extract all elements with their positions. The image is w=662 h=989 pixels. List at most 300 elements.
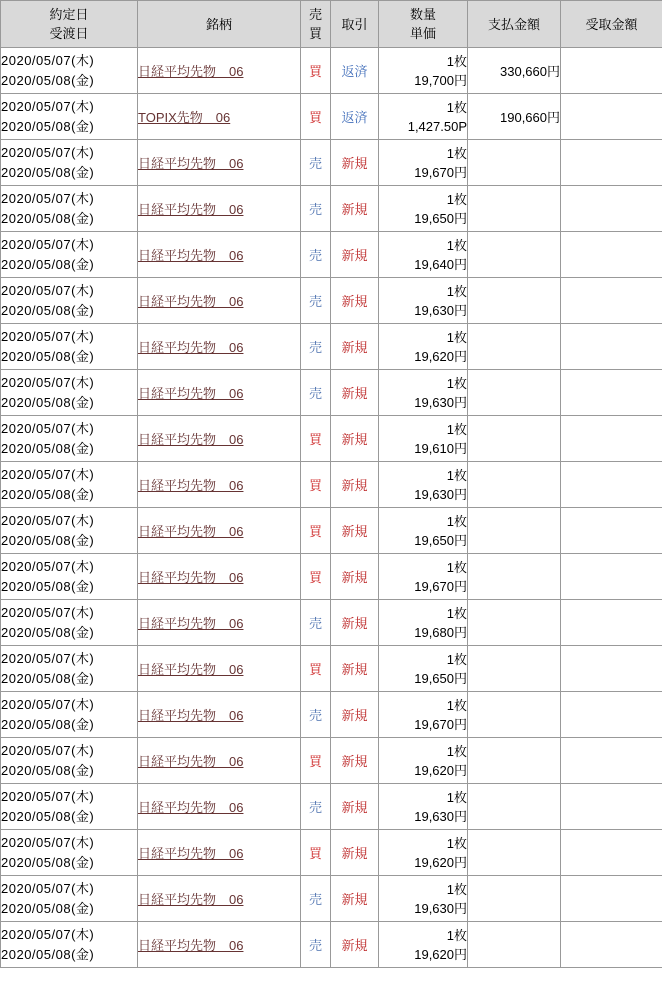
trade-type-cell <box>331 416 379 462</box>
unit-price: 19,630円 <box>414 486 467 502</box>
trade-date: 2020/05/07(木) <box>1 466 95 482</box>
quantity-price-cell <box>379 738 468 784</box>
side-cell <box>301 278 331 324</box>
unit-price: 19,630円 <box>414 302 467 318</box>
trade-date: 2020/05/07(木) <box>1 282 95 298</box>
trade-type-cell <box>331 140 379 186</box>
trade-type-cell <box>331 876 379 922</box>
side-label: 売 <box>308 340 322 355</box>
settlement-date: 2020/05/08(金) <box>1 164 95 180</box>
instrument-link[interactable]: 日経平均先物 06 <box>138 800 244 815</box>
side-cell <box>301 324 331 370</box>
col-header-trade-date: 約定日 <box>49 7 89 22</box>
col-header-trade-type: 取引 <box>331 1 379 48</box>
instrument-cell <box>138 922 301 968</box>
payment-amount-cell <box>468 600 561 646</box>
quantity-price-cell <box>379 48 468 94</box>
payment-amount-cell <box>468 830 561 876</box>
instrument-link[interactable]: 日経平均先物 06 <box>138 892 244 907</box>
quantity-price-cell <box>379 508 468 554</box>
trade-date: 2020/05/07(木) <box>1 558 95 574</box>
instrument-link[interactable]: 日経平均先物 06 <box>138 432 244 447</box>
trade-date-cell <box>1 48 138 94</box>
side-cell <box>301 738 331 784</box>
receive-amount-cell <box>561 646 662 692</box>
instrument-link[interactable]: 日経平均先物 06 <box>138 386 244 401</box>
table-row <box>1 922 662 968</box>
unit-price: 1,427.50P <box>407 118 467 134</box>
trade-date: 2020/05/07(木) <box>1 834 95 850</box>
trade-date-cell <box>1 94 138 140</box>
settlement-date: 2020/05/08(金) <box>1 624 95 640</box>
settlement-date: 2020/05/08(金) <box>1 670 95 686</box>
side-cell <box>301 876 331 922</box>
trade-type-cell <box>331 600 379 646</box>
quantity-price-cell <box>379 186 468 232</box>
instrument-link[interactable]: 日経平均先物 06 <box>138 708 244 723</box>
table-row <box>1 738 662 784</box>
trade-type-label: 新規 <box>341 294 368 309</box>
receive-amount-cell <box>561 140 662 186</box>
table-row <box>1 830 662 876</box>
quantity: 1枚 <box>446 881 467 897</box>
trade-date-cell <box>1 462 138 508</box>
table-row <box>1 462 662 508</box>
payment-amount-cell <box>468 232 561 278</box>
receive-amount-cell <box>561 784 662 830</box>
instrument-cell <box>138 462 301 508</box>
quantity: 1枚 <box>446 421 467 437</box>
side-cell <box>301 416 331 462</box>
trade-type-label: 新規 <box>341 938 368 953</box>
trade-type-cell <box>331 94 379 140</box>
trade-type-label: 新規 <box>341 892 368 907</box>
trade-date: 2020/05/07(木) <box>1 880 95 896</box>
trade-type-cell <box>331 48 379 94</box>
receive-amount-cell <box>561 186 662 232</box>
trade-date-cell <box>1 922 138 968</box>
instrument-link[interactable]: 日経平均先物 06 <box>138 570 244 585</box>
trade-type-label: 新規 <box>341 478 368 493</box>
trade-type-cell <box>331 738 379 784</box>
receive-amount-cell <box>561 232 662 278</box>
unit-price: 19,670円 <box>414 578 467 594</box>
side-label: 売 <box>308 800 322 815</box>
trade-date-cell <box>1 508 138 554</box>
quantity-price-cell <box>379 416 468 462</box>
settlement-date: 2020/05/08(金) <box>1 762 95 778</box>
side-cell <box>301 922 331 968</box>
instrument-cell <box>138 324 301 370</box>
payment-amount-cell <box>468 416 561 462</box>
col-header-dates <box>1 1 138 48</box>
settlement-date: 2020/05/08(金) <box>1 486 95 502</box>
receive-amount-cell <box>561 692 662 738</box>
quantity: 1枚 <box>446 513 467 529</box>
side-label: 売 <box>308 386 322 401</box>
side-label: 売 <box>308 248 322 263</box>
table-row <box>1 278 662 324</box>
receive-amount-cell <box>561 922 662 968</box>
trade-type-cell <box>331 278 379 324</box>
col-header-settle-date: 受渡日 <box>49 26 89 41</box>
trade-type-label: 新規 <box>341 340 368 355</box>
receive-amount-cell <box>561 94 662 140</box>
trade-date: 2020/05/07(木) <box>1 236 95 252</box>
quantity-price-cell <box>379 784 468 830</box>
quantity: 1枚 <box>446 375 467 391</box>
quantity: 1枚 <box>446 697 467 713</box>
quantity: 1枚 <box>446 283 467 299</box>
side-label: 買 <box>308 478 322 493</box>
trade-type-cell <box>331 324 379 370</box>
quantity: 1枚 <box>446 651 467 667</box>
payment-amount-cell <box>468 922 561 968</box>
payment-amount-cell <box>468 738 561 784</box>
trade-date: 2020/05/07(木) <box>1 144 95 160</box>
trade-type-cell <box>331 922 379 968</box>
trade-date: 2020/05/07(木) <box>1 52 95 68</box>
instrument-cell <box>138 278 301 324</box>
trade-date: 2020/05/07(木) <box>1 926 95 942</box>
trade-date: 2020/05/07(木) <box>1 696 95 712</box>
col-header-side-sell: 売 <box>308 7 322 22</box>
quantity-price-cell <box>379 876 468 922</box>
quantity: 1枚 <box>446 559 467 575</box>
instrument-link[interactable]: 日経平均先物 06 <box>138 340 244 355</box>
instrument-link[interactable]: 日経平均先物 06 <box>138 846 244 861</box>
trade-date-cell <box>1 554 138 600</box>
receive-amount-cell <box>561 462 662 508</box>
settlement-date: 2020/05/08(金) <box>1 578 95 594</box>
unit-price: 19,650円 <box>414 210 467 226</box>
trade-type-label: 新規 <box>341 708 368 723</box>
trade-type-label: 返済 <box>341 64 368 79</box>
receive-amount-cell <box>561 278 662 324</box>
side-cell <box>301 186 331 232</box>
side-cell <box>301 646 331 692</box>
instrument-cell <box>138 830 301 876</box>
side-cell <box>301 140 331 186</box>
trade-date: 2020/05/07(木) <box>1 604 95 620</box>
side-label: 買 <box>308 570 322 585</box>
trade-date-cell <box>1 830 138 876</box>
quantity: 1枚 <box>446 835 467 851</box>
trade-type-cell <box>331 232 379 278</box>
unit-price: 19,640円 <box>414 256 467 272</box>
quantity: 1枚 <box>446 145 467 161</box>
trade-date-cell <box>1 186 138 232</box>
table-row <box>1 140 662 186</box>
side-cell <box>301 94 331 140</box>
table-row <box>1 646 662 692</box>
settlement-date: 2020/05/08(金) <box>1 210 95 226</box>
instrument-cell <box>138 738 301 784</box>
trade-date: 2020/05/07(木) <box>1 742 95 758</box>
quantity-price-cell <box>379 370 468 416</box>
trade-date: 2020/05/07(木) <box>1 374 95 390</box>
settlement-date: 2020/05/08(金) <box>1 900 95 916</box>
instrument-link[interactable]: 日経平均先物 06 <box>138 156 244 171</box>
table-row <box>1 554 662 600</box>
payment-amount-cell <box>468 140 561 186</box>
receive-amount-cell <box>561 48 662 94</box>
trade-date: 2020/05/07(木) <box>1 98 95 114</box>
side-cell <box>301 508 331 554</box>
trade-date: 2020/05/07(木) <box>1 650 95 666</box>
trade-type-cell <box>331 508 379 554</box>
trade-type-label: 新規 <box>341 570 368 585</box>
trade-type-cell <box>331 830 379 876</box>
quantity: 1枚 <box>446 789 467 805</box>
unit-price: 19,670円 <box>414 164 467 180</box>
side-label: 買 <box>308 754 322 769</box>
instrument-cell <box>138 232 301 278</box>
unit-price: 19,620円 <box>414 762 467 778</box>
quantity: 1枚 <box>446 329 467 345</box>
quantity: 1枚 <box>446 605 467 621</box>
payment-amount-cell <box>468 324 561 370</box>
table-row <box>1 416 662 462</box>
unit-price: 19,700円 <box>414 72 467 88</box>
col-header-instrument: 銘柄 <box>138 1 301 48</box>
quantity: 1枚 <box>446 743 467 759</box>
side-cell <box>301 600 331 646</box>
receive-amount-cell <box>561 738 662 784</box>
payment-amount-cell: 330,660円 <box>468 48 561 94</box>
unit-price: 19,620円 <box>414 854 467 870</box>
header-row <box>1 1 662 48</box>
quantity-price-cell <box>379 554 468 600</box>
table-row <box>1 600 662 646</box>
trade-date-cell <box>1 278 138 324</box>
settlement-date: 2020/05/08(金) <box>1 394 95 410</box>
instrument-cell <box>138 508 301 554</box>
trade-date: 2020/05/07(木) <box>1 420 95 436</box>
instrument-link[interactable]: 日経平均先物 06 <box>138 938 244 953</box>
quantity-price-cell <box>379 232 468 278</box>
payment-amount-cell <box>468 186 561 232</box>
trade-date: 2020/05/07(木) <box>1 512 95 528</box>
instrument-cell <box>138 370 301 416</box>
trade-date-cell <box>1 232 138 278</box>
quantity-price-cell <box>379 278 468 324</box>
table-body <box>1 48 662 968</box>
instrument-cell <box>138 784 301 830</box>
settlement-date: 2020/05/08(金) <box>1 302 95 318</box>
instrument-link[interactable]: 日経平均先物 06 <box>138 478 244 493</box>
quantity-price-cell <box>379 646 468 692</box>
side-cell <box>301 232 331 278</box>
instrument-link[interactable]: 日経平均先物 06 <box>138 294 244 309</box>
instrument-cell <box>138 140 301 186</box>
payment-amount-cell <box>468 784 561 830</box>
side-label: 買 <box>308 110 322 125</box>
payment-amount-cell <box>468 692 561 738</box>
quantity: 1枚 <box>446 237 467 253</box>
instrument-cell <box>138 692 301 738</box>
instrument-link[interactable]: 日経平均先物 06 <box>138 754 244 769</box>
quantity: 1枚 <box>446 53 467 69</box>
trade-type-label: 新規 <box>341 800 368 815</box>
settlement-date: 2020/05/08(金) <box>1 716 95 732</box>
instrument-cell <box>138 876 301 922</box>
side-label: 売 <box>308 202 322 217</box>
trade-type-label: 新規 <box>341 524 368 539</box>
instrument-link[interactable]: 日経平均先物 06 <box>138 202 244 217</box>
col-header-quantity: 数量 <box>409 7 436 22</box>
payment-amount-cell <box>468 370 561 416</box>
unit-price: 19,650円 <box>414 670 467 686</box>
settlement-date: 2020/05/08(金) <box>1 854 95 870</box>
side-label: 売 <box>308 892 322 907</box>
trade-date: 2020/05/07(木) <box>1 788 95 804</box>
trade-date-cell <box>1 876 138 922</box>
table-row <box>1 784 662 830</box>
quantity: 1枚 <box>446 99 467 115</box>
side-cell <box>301 370 331 416</box>
table-row <box>1 232 662 278</box>
instrument-link[interactable]: 日経平均先物 06 <box>138 662 244 677</box>
quantity: 1枚 <box>446 927 467 943</box>
unit-price: 19,630円 <box>414 394 467 410</box>
table-row <box>1 508 662 554</box>
side-cell <box>301 784 331 830</box>
settlement-date: 2020/05/08(金) <box>1 118 95 134</box>
side-label: 売 <box>308 938 322 953</box>
trade-date-cell <box>1 140 138 186</box>
side-cell <box>301 692 331 738</box>
unit-price: 19,610円 <box>414 440 467 456</box>
unit-price: 19,670円 <box>414 716 467 732</box>
instrument-link[interactable]: 日経平均先物 06 <box>138 616 244 631</box>
table-row <box>1 324 662 370</box>
trade-date: 2020/05/07(木) <box>1 190 95 206</box>
settlement-date: 2020/05/08(金) <box>1 946 95 962</box>
trade-type-label: 新規 <box>341 846 368 861</box>
quantity-price-cell <box>379 600 468 646</box>
trade-type-cell <box>331 646 379 692</box>
trade-type-cell <box>331 554 379 600</box>
side-label: 買 <box>308 846 322 861</box>
trade-type-label: 新規 <box>341 202 368 217</box>
trade-date-cell <box>1 370 138 416</box>
payment-amount-cell <box>468 554 561 600</box>
side-label: 買 <box>308 524 322 539</box>
trade-date-cell <box>1 324 138 370</box>
quantity-price-cell <box>379 94 468 140</box>
instrument-cell <box>138 416 301 462</box>
table-row <box>1 876 662 922</box>
col-header-side-buy: 買 <box>308 26 322 41</box>
side-label: 売 <box>308 294 322 309</box>
trade-type-label: 新規 <box>341 754 368 769</box>
settlement-date: 2020/05/08(金) <box>1 348 95 364</box>
col-header-receive: 受取金額 <box>561 1 662 48</box>
table-row <box>1 94 662 140</box>
trade-type-label: 返済 <box>341 110 368 125</box>
settlement-date: 2020/05/08(金) <box>1 72 95 88</box>
unit-price: 19,680円 <box>414 624 467 640</box>
receive-amount-cell <box>561 508 662 554</box>
table-row <box>1 370 662 416</box>
trade-date-cell <box>1 738 138 784</box>
side-label: 売 <box>308 708 322 723</box>
table-row <box>1 186 662 232</box>
settlement-date: 2020/05/08(金) <box>1 440 95 456</box>
col-header-unit-price: 単価 <box>409 26 436 41</box>
instrument-cell <box>138 554 301 600</box>
side-cell <box>301 830 331 876</box>
unit-price: 19,650円 <box>414 532 467 548</box>
trade-date-cell <box>1 646 138 692</box>
receive-amount-cell <box>561 830 662 876</box>
trade-date-cell <box>1 784 138 830</box>
receive-amount-cell <box>561 554 662 600</box>
trade-type-label: 新規 <box>341 662 368 677</box>
receive-amount-cell <box>561 600 662 646</box>
side-cell <box>301 554 331 600</box>
col-header-side <box>301 1 331 48</box>
receive-amount-cell <box>561 416 662 462</box>
trade-date-cell <box>1 416 138 462</box>
table-row <box>1 48 662 94</box>
instrument-link[interactable]: 日経平均先物 06 <box>138 524 244 539</box>
unit-price: 19,620円 <box>414 348 467 364</box>
side-label: 買 <box>308 662 322 677</box>
trade-type-label: 新規 <box>341 386 368 401</box>
trade-type-label: 新規 <box>341 616 368 631</box>
quantity-price-cell <box>379 922 468 968</box>
payment-amount-cell <box>468 508 561 554</box>
quantity-price-cell <box>379 324 468 370</box>
instrument-cell <box>138 94 301 140</box>
instrument-link[interactable]: TOPIX先物 06 <box>138 110 231 125</box>
side-label: 売 <box>308 616 322 631</box>
table-row <box>1 692 662 738</box>
payment-amount-cell <box>468 278 561 324</box>
instrument-cell <box>138 600 301 646</box>
quantity: 1枚 <box>446 467 467 483</box>
settlement-date: 2020/05/08(金) <box>1 808 95 824</box>
trade-date: 2020/05/07(木) <box>1 328 95 344</box>
instrument-link[interactable]: 日経平均先物 06 <box>138 64 244 79</box>
side-label: 買 <box>308 432 322 447</box>
trade-date-cell <box>1 600 138 646</box>
trade-type-cell <box>331 370 379 416</box>
instrument-cell <box>138 48 301 94</box>
receive-amount-cell <box>561 370 662 416</box>
instrument-link[interactable]: 日経平均先物 06 <box>138 248 244 263</box>
quantity-price-cell <box>379 140 468 186</box>
unit-price: 19,630円 <box>414 808 467 824</box>
receive-amount-cell <box>561 876 662 922</box>
instrument-cell <box>138 646 301 692</box>
unit-price: 19,630円 <box>414 900 467 916</box>
payment-amount-cell <box>468 462 561 508</box>
quantity-price-cell <box>379 462 468 508</box>
unit-price: 19,620円 <box>414 946 467 962</box>
side-cell <box>301 48 331 94</box>
trade-type-cell <box>331 692 379 738</box>
payment-amount-cell <box>468 646 561 692</box>
settlement-date: 2020/05/08(金) <box>1 532 95 548</box>
instrument-cell <box>138 186 301 232</box>
receive-amount-cell <box>561 324 662 370</box>
quantity-price-cell <box>379 830 468 876</box>
trade-type-label: 新規 <box>341 432 368 447</box>
trade-type-label: 新規 <box>341 156 368 171</box>
